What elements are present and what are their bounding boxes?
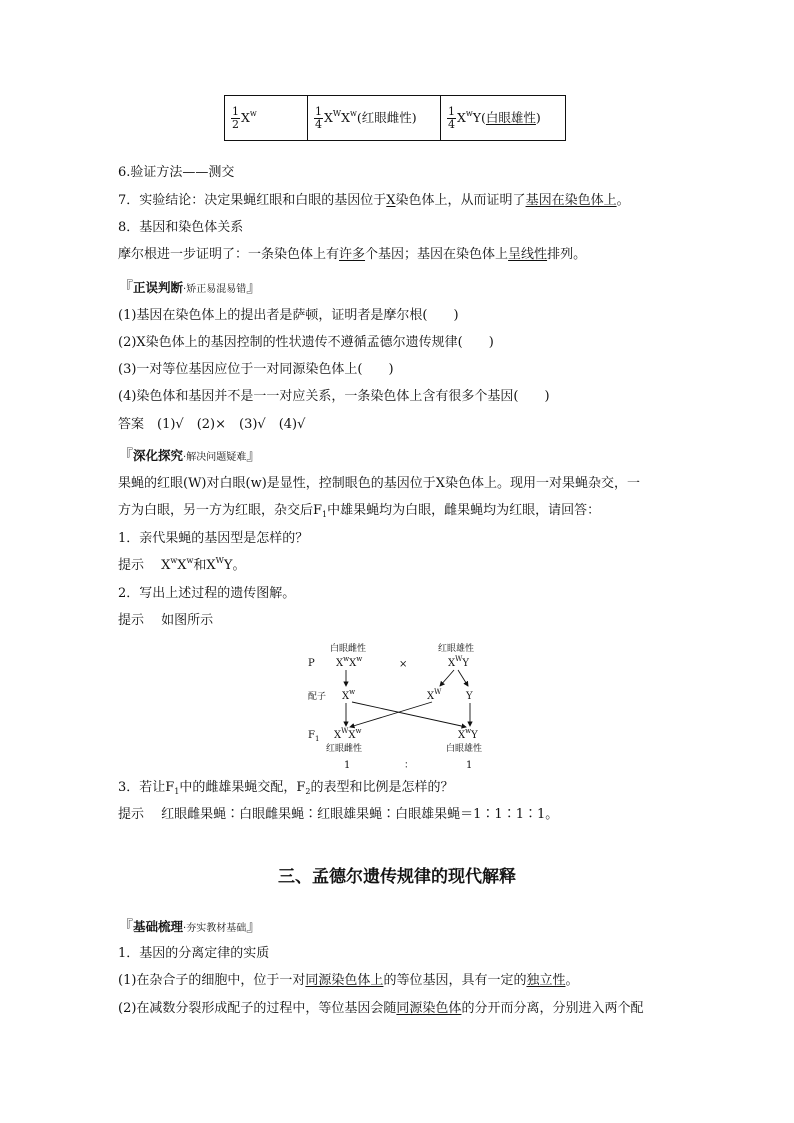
judge-item: (1)基因在染色体上的提出者是萨顿，证明者是摩尔根( ) (118, 308, 459, 323)
item-6: 6.验证方法——测交 (118, 165, 235, 180)
gamete-male-x: $X^W$ (427, 688, 442, 702)
gamete-label: 配子 (308, 692, 327, 702)
arrow (350, 702, 432, 727)
explore-paragraph: 方为白眼，另一方为红眼，杂交后$F_1$中雄果蝇均为白眼，雌果蝇均为红眼，请回答： (118, 503, 601, 519)
table-cell: $\frac{1}{2}$ $X^w$ (225, 96, 308, 141)
gamete-female: $X^w$ (342, 688, 356, 702)
question-3: 3．若让$F_1$中的雌雄果蝇交配，$F_2$的表型和比例是怎样的？ (118, 780, 454, 796)
ratio-right: 1 (466, 760, 473, 771)
fraction: $\frac{1}{4}$ (315, 104, 322, 131)
item-7: 7．实验结论：决定果蝇红眼和白眼的基因位于X染色体上，从而证明了基因在染色体上。 (118, 193, 630, 208)
hint-2: 提示 如图所示 (118, 613, 214, 628)
table-cell: $\frac{1}{4}$ $X^WX^w$(红眼雌性) (308, 96, 441, 141)
fraction: $\frac{1}{4}$ (448, 104, 455, 131)
red-male-label: 红眼雄性 (438, 644, 475, 654)
judge-item: (2)X染色体上的基因控制的性状遗传不遵循孟德尔遗传规律( ) (118, 335, 494, 350)
gamete-male-y: Y (466, 691, 473, 702)
ratio-left: 1 (344, 760, 351, 771)
hint-3: 提示 红眼雌果蝇∶白眼雌果蝇∶红眼雄果蝇∶白眼雄果蝇＝1∶1∶1∶1。 (118, 807, 559, 822)
ratio-colon: ： (404, 760, 414, 771)
genetic-cross-diagram (300, 638, 500, 774)
hint-1: 提示 $X^wX^w$和$X^WY$。 (118, 556, 246, 573)
fraction: $\frac{1}{2}$ (232, 104, 239, 131)
question-2: 2．写出上述过程的遗传图解。 (118, 586, 296, 601)
judge-item: (3)一对等位基因应位于一对同源染色体上( ) (118, 362, 394, 377)
basic-item-1: 1．基因的分离定律的实质 (118, 946, 270, 961)
p-label: P (308, 658, 315, 669)
arrow (352, 702, 466, 727)
genotype-table (224, 95, 566, 141)
basic-paragraph: (1)在杂合子的细胞中，位于一对同源染色体上的等位基因，具有一定的独立性。 (118, 973, 579, 988)
cross-symbol: × (399, 659, 408, 670)
section-header-basic: 『基础梳理·夯实教材基础』 (118, 917, 262, 935)
f1-male-genotype: $X^wY$ (458, 727, 478, 741)
basic-paragraph: (2)在减数分裂形成配子的过程中，等位基因会随同源染色体的分开而分离，分别进入两个配 (118, 1001, 644, 1016)
p-male-genotype: $X^WY$ (448, 655, 469, 669)
item-8-text: 摩尔根进一步证明了：一条染色体上有许多个基因；基因在染色体上呈线性排列。 (118, 247, 587, 262)
item-8: 8．基因和染色体关系 (118, 220, 244, 235)
section-header-judge: 『正误判断·矫正易混易错』 (118, 278, 262, 296)
f1-female-genotype: $X^WX^w$ (334, 727, 362, 741)
p-female-genotype: $X^wX^w$ (336, 655, 363, 669)
white-male-label: 白眼雄性 (446, 744, 483, 754)
f1-label: $F_1$ (308, 730, 320, 743)
section-title: 三、孟德尔遗传规律的现代解释 (278, 867, 516, 887)
table-cell: $\frac{1}{4}$ $X^wY$(白眼雄性) (441, 96, 566, 141)
question-1: 1．亲代果蝇的基因型是怎样的？ (118, 531, 309, 546)
arrow (440, 670, 454, 686)
section-header-explore: 『深化探究·解决问题疑难』 (118, 446, 262, 464)
answer-line: 答案 (1)√ (2)× (3)√ (4)√ (118, 417, 306, 432)
red-female-label: 红眼雌性 (326, 744, 363, 754)
arrow (458, 670, 468, 686)
judge-item: (4)染色体和基因并不是一一对应关系，一条染色体上含有很多个基因( ) (118, 389, 550, 404)
white-female-label: 白眼雌性 (330, 644, 367, 654)
explore-paragraph: 果蝇的红眼(W)对白眼(w)是显性，控制眼色的基因位于X染色体上。现用一对果蝇杂交，一 (118, 476, 641, 491)
